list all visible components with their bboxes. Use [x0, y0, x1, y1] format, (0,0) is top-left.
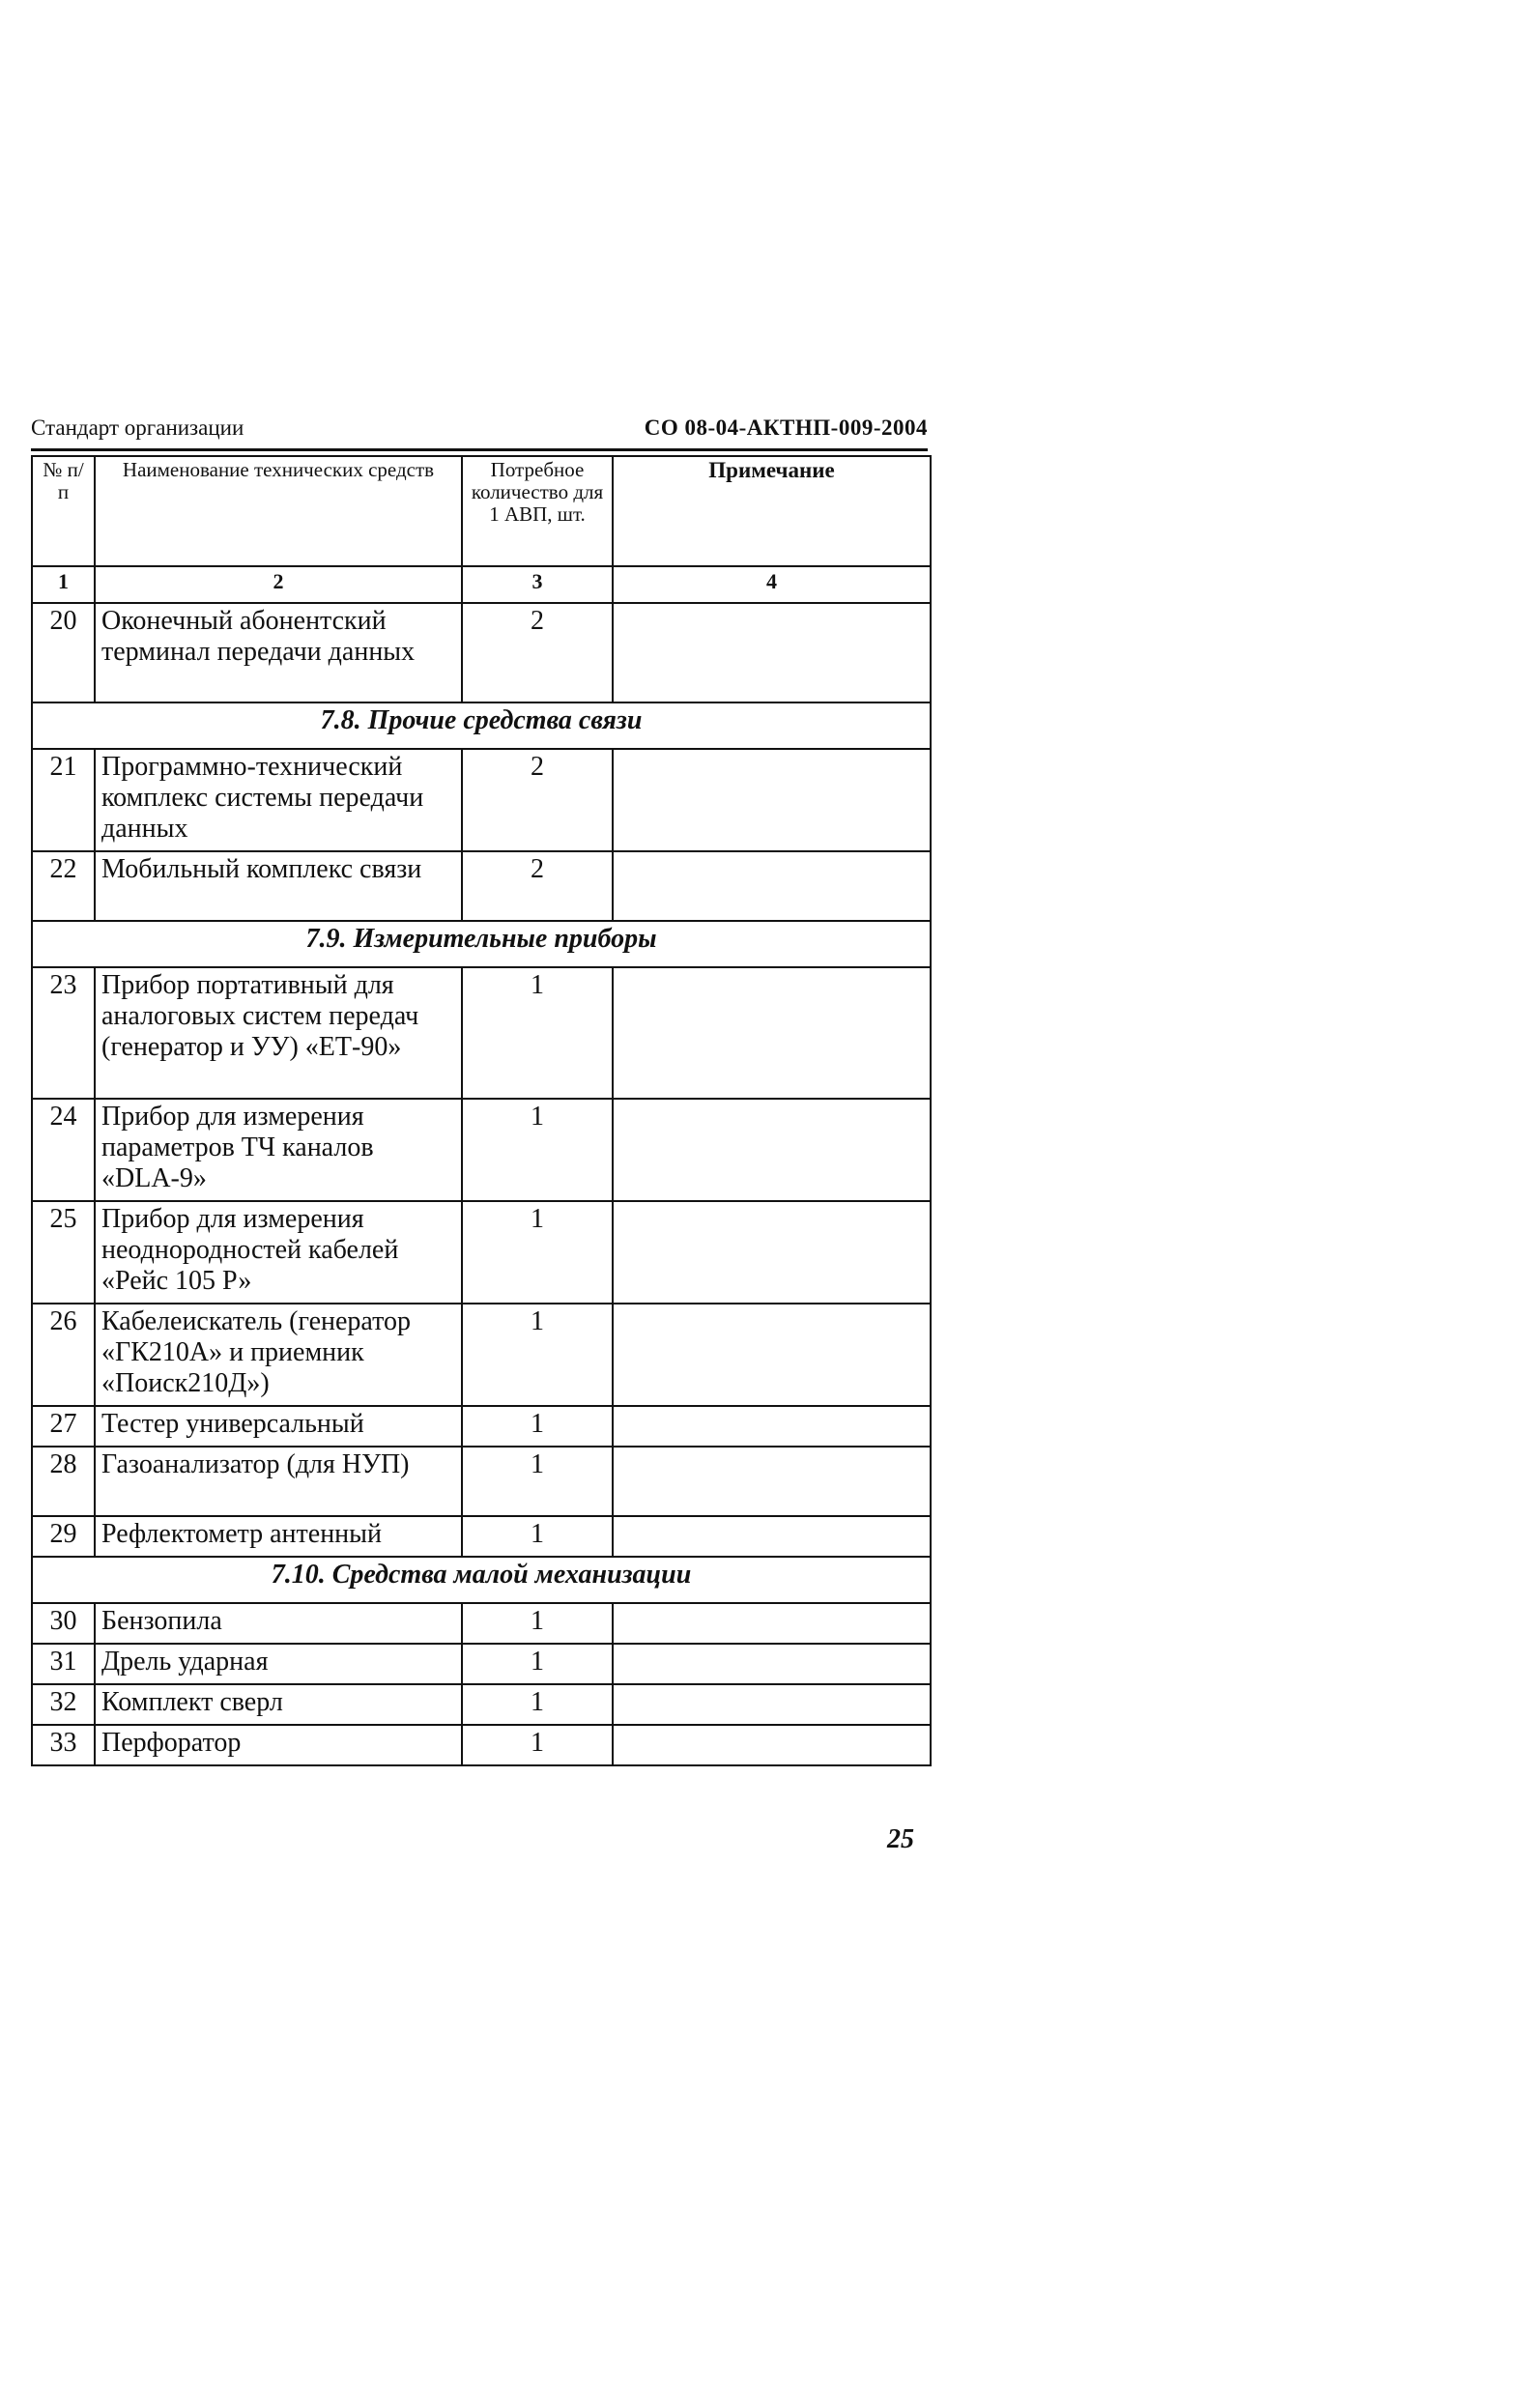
row-quantity: 1: [462, 1201, 613, 1304]
row-number: 28: [32, 1447, 95, 1516]
row-item-name: Мобильный комплекс связи: [95, 851, 462, 921]
column-index-3: 3: [462, 566, 613, 603]
row-item-name: Дрель ударная: [95, 1644, 462, 1684]
row-number: 27: [32, 1406, 95, 1447]
table-row: [32, 1201, 931, 1304]
row-quantity: 1: [462, 1447, 613, 1516]
row-quantity: 2: [462, 749, 613, 851]
header-organization-label: Стандарт организации: [31, 416, 244, 440]
row-note: [613, 1447, 931, 1516]
row-item-name: Комплект сверл: [95, 1684, 462, 1725]
section-title: 7.9. Измерительные приборы: [32, 921, 931, 967]
row-item-name: Программно-технический комплекс системы передачи данных: [95, 749, 462, 851]
row-note: [613, 1725, 931, 1765]
row-item-name: Перфоратор: [95, 1725, 462, 1765]
section-title: 7.10. Средства малой механизации: [32, 1557, 931, 1603]
section-title: 7.8. Прочие средства связи: [32, 702, 931, 749]
row-quantity: 1: [462, 1684, 613, 1725]
row-note: [613, 1304, 931, 1406]
column-index-1: 1: [32, 566, 95, 603]
row-item-name: Прибор портативный для аналоговых систем передач (генератор и УУ) «ЕТ-90»: [95, 967, 462, 1099]
row-number: 29: [32, 1516, 95, 1557]
row-number: 32: [32, 1684, 95, 1725]
row-number: 20: [32, 603, 95, 702]
row-quantity: 1: [462, 1516, 613, 1557]
row-item-name: Газоанализатор (для НУП): [95, 1447, 462, 1516]
row-item-name: Прибор для измерения неоднородностей кабелей «Рейс 105 Р»: [95, 1201, 462, 1304]
row-note: [613, 1644, 931, 1684]
table-row: [32, 1516, 931, 1557]
row-item-name: Рефлектометр антенный: [95, 1516, 462, 1557]
column-index-row: [32, 566, 931, 603]
table-row: [32, 1603, 931, 1644]
row-number: 33: [32, 1725, 95, 1765]
row-number: 24: [32, 1099, 95, 1201]
row-number: 25: [32, 1201, 95, 1304]
row-item-name: Тестер универсальный: [95, 1406, 462, 1447]
header-document-code: СО 08-04-АКТНП-009-2004: [644, 416, 928, 440]
row-item-name: Бензопила: [95, 1603, 462, 1644]
section-row: [32, 1557, 931, 1603]
row-quantity: 2: [462, 603, 613, 702]
row-number: 21: [32, 749, 95, 851]
table-row: [32, 1447, 931, 1516]
column-index-2: 2: [95, 566, 462, 603]
table-row: [32, 1304, 931, 1406]
table-row: [32, 603, 931, 702]
row-item-name: Прибор для измерения параметров ТЧ каналов «DLA-9»: [95, 1099, 462, 1201]
table-row: [32, 749, 931, 851]
page-header: [31, 412, 928, 450]
table-row: [32, 1406, 931, 1447]
row-note: [613, 1603, 931, 1644]
row-note: [613, 1684, 931, 1725]
row-number: 31: [32, 1644, 95, 1684]
table-header-row: [32, 456, 931, 566]
header-rule: [31, 448, 928, 451]
section-row: [32, 921, 931, 967]
table-row: [32, 1099, 931, 1201]
column-header-name: Наименование технических средств: [95, 456, 462, 566]
row-item-name: Кабелеискатель (генератор «ГК210А» и приемник «Поиск210Д»): [95, 1304, 462, 1406]
row-quantity: 1: [462, 1406, 613, 1447]
row-note: [613, 749, 931, 851]
row-number: 22: [32, 851, 95, 921]
row-quantity: 1: [462, 1099, 613, 1201]
row-quantity: 1: [462, 967, 613, 1099]
page-number: 25: [887, 1824, 914, 1854]
row-note: [613, 851, 931, 921]
row-quantity: 1: [462, 1603, 613, 1644]
column-index-4: 4: [613, 566, 931, 603]
column-header-number: № п/п: [32, 456, 95, 566]
row-note: [613, 603, 931, 702]
row-quantity: 1: [462, 1644, 613, 1684]
table-row: [32, 851, 931, 921]
row-quantity: 1: [462, 1304, 613, 1406]
section-row: [32, 702, 931, 749]
row-note: [613, 1516, 931, 1557]
table-row: [32, 1644, 931, 1684]
row-note: [613, 1406, 931, 1447]
table-row: [32, 967, 931, 1099]
row-quantity: 2: [462, 851, 613, 921]
row-note: [613, 967, 931, 1099]
equipment-table: [31, 455, 932, 1766]
row-note: [613, 1201, 931, 1304]
row-number: 26: [32, 1304, 95, 1406]
row-item-name: Оконечный абонентский терминал передачи данных: [95, 603, 462, 702]
row-note: [613, 1099, 931, 1201]
row-quantity: 1: [462, 1725, 613, 1765]
row-number: 30: [32, 1603, 95, 1644]
row-number: 23: [32, 967, 95, 1099]
column-header-quantity: Потребное количество для 1 АВП, шт.: [462, 456, 613, 566]
table-row: [32, 1684, 931, 1725]
table-row: [32, 1725, 931, 1765]
column-header-note: Примечание: [613, 456, 931, 566]
